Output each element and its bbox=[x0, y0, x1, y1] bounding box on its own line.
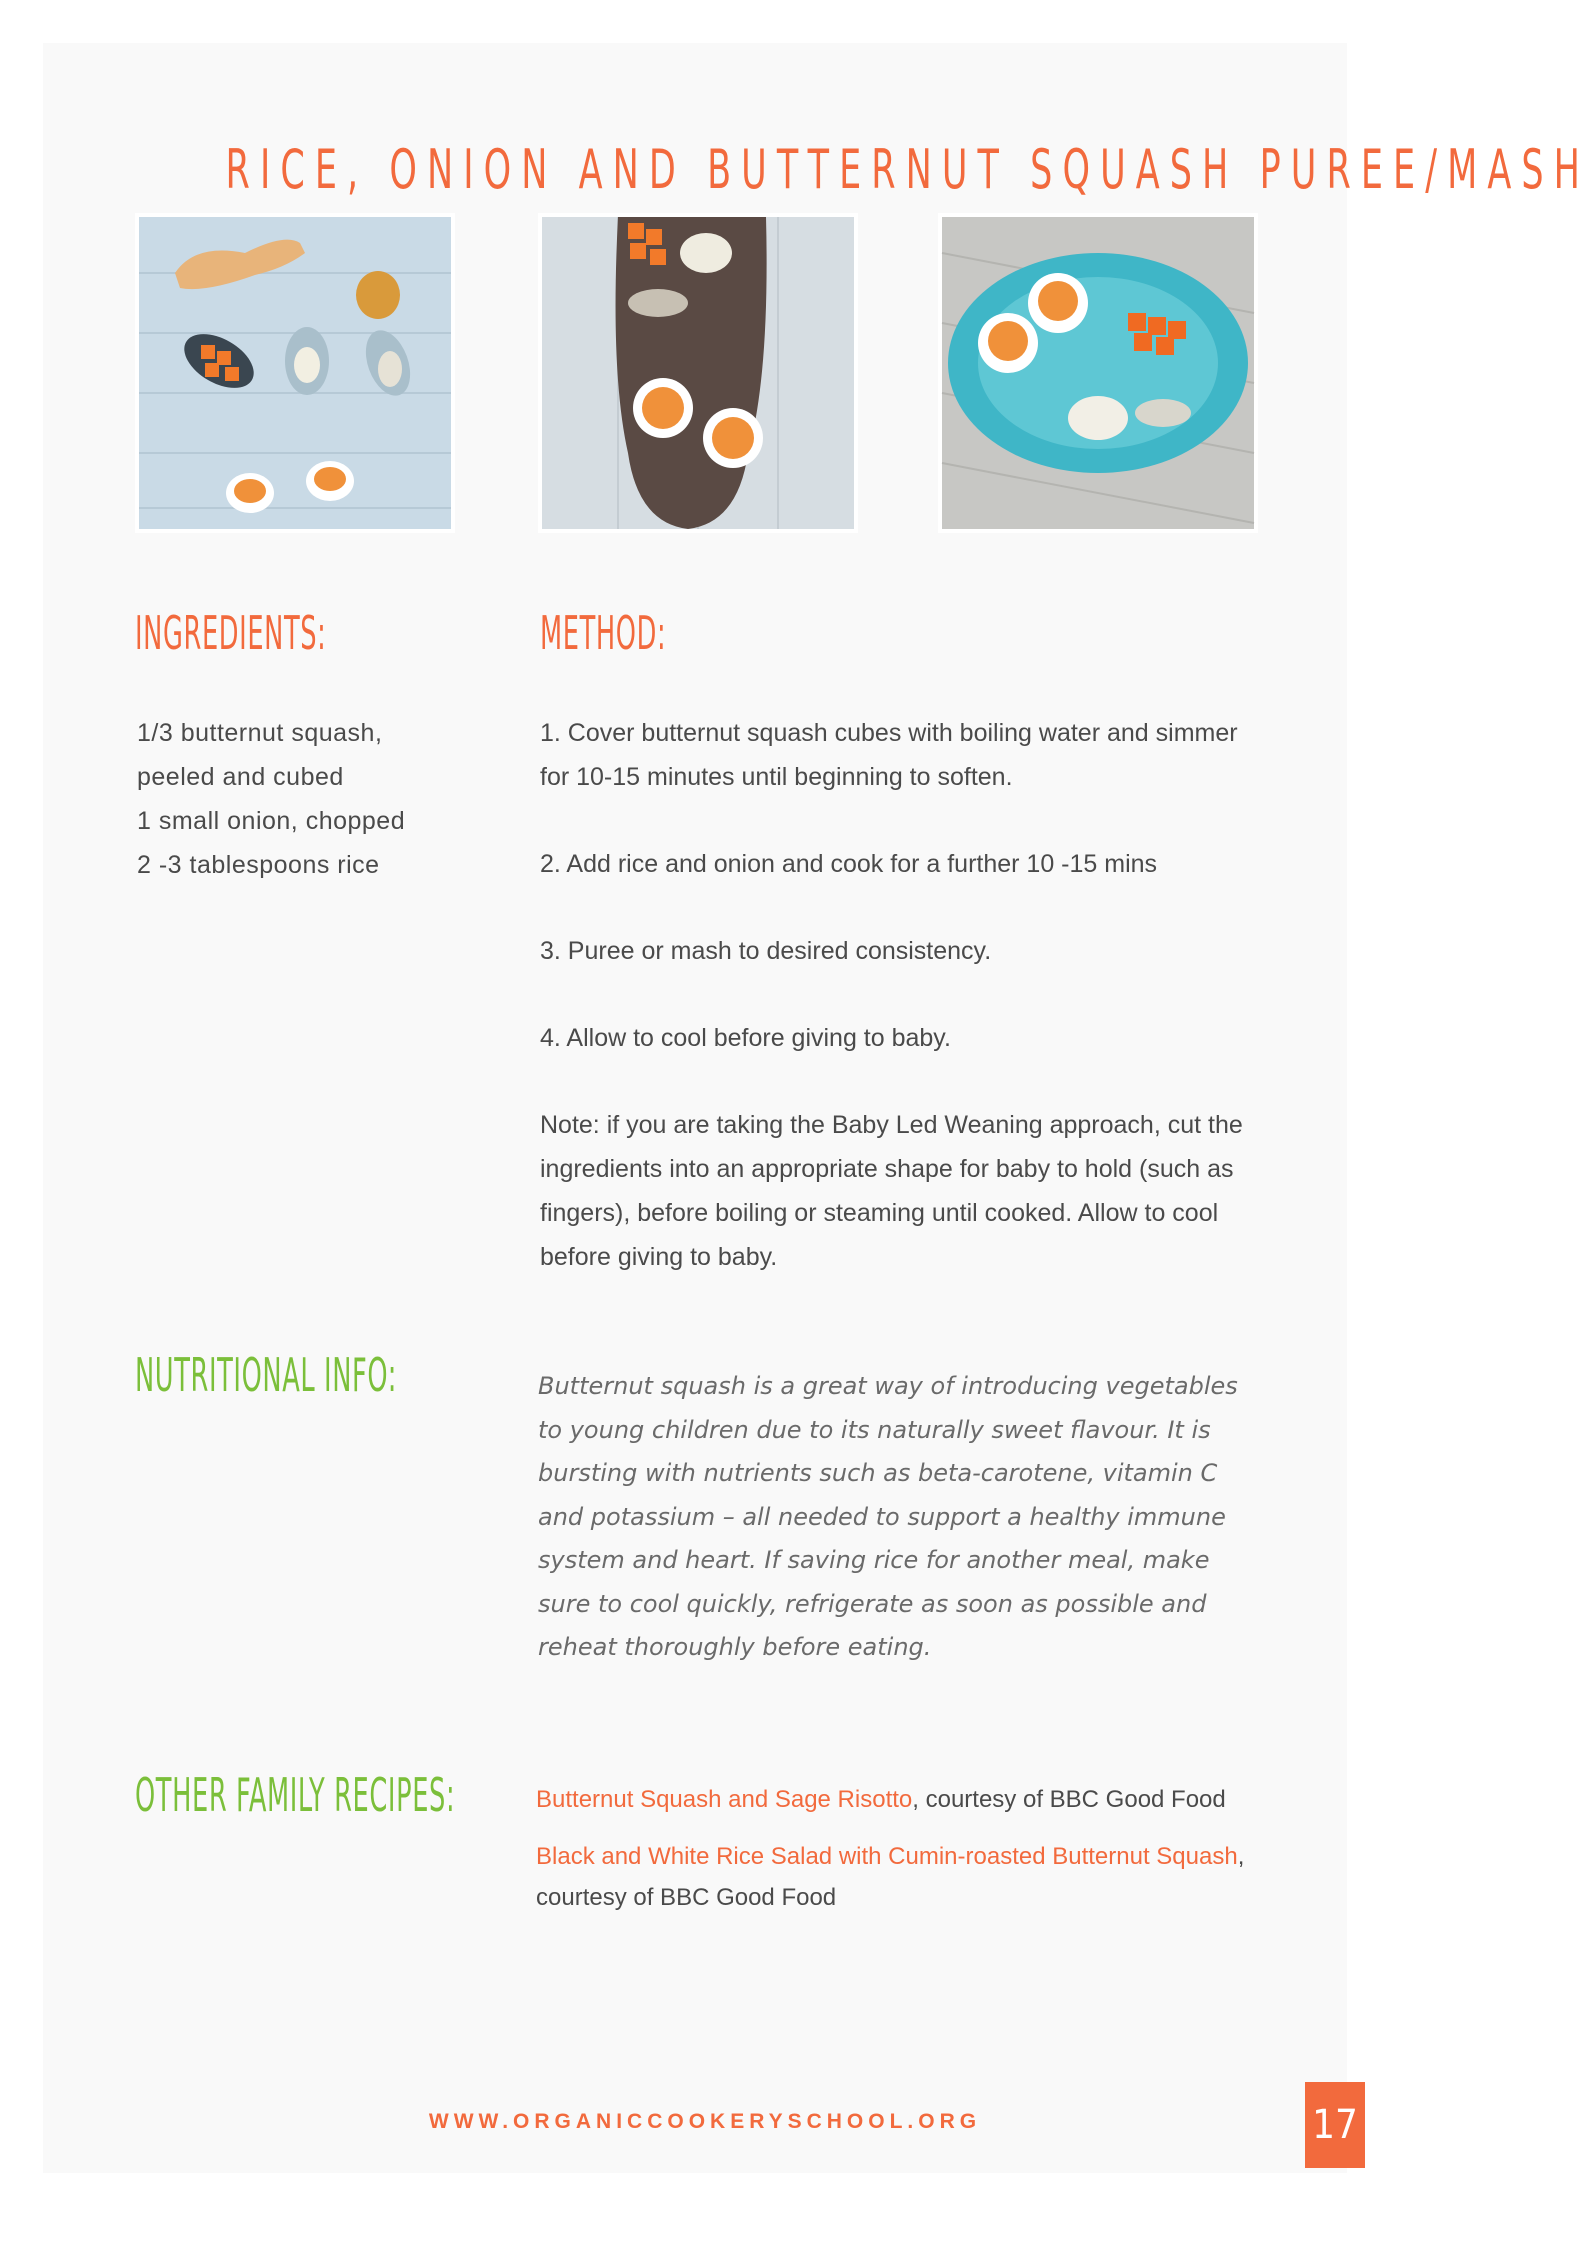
method-step: 1. Cover butternut squash cubes with boiling water and simmer for 10-15 minutes until beginning to soften. bbox=[540, 719, 1238, 791]
nutrition-heading: NUTRITIONAL INFO: bbox=[135, 1348, 398, 1402]
ingredient-line: peeled and cubed bbox=[137, 763, 344, 791]
method-step: 4. Allow to cool before giving to baby. bbox=[540, 1024, 951, 1052]
other-recipes-heading: OTHER FAMILY RECIPES: bbox=[135, 1768, 456, 1822]
other-recipes-list bbox=[536, 1779, 1266, 1934]
page-title: RICE, ONION AND BUTTERNUT SQUASH PUREE/MASH bbox=[225, 138, 1590, 201]
recipe-page bbox=[43, 43, 1590, 2173]
footer-website[interactable]: WWW.ORGANICCOOKERYSCHOOL.ORG bbox=[428, 2110, 982, 2133]
ingredient-line: 1 small onion, chopped bbox=[137, 807, 406, 835]
method-note: Note: if you are taking the Baby Led Weaning approach, cut the ingredients into an appropriate shape for baby to hold (such as fingers), before boiling or steaming until cooked. Allow to cool before giving to baby. bbox=[540, 1111, 1243, 1271]
recipe-credit: , courtesy of BBC Good Food bbox=[912, 1786, 1226, 1813]
method-step: 3. Puree or mash to desired consistency. bbox=[540, 937, 992, 965]
ingredient-line: 2 -3 tablespoons rice bbox=[137, 851, 380, 879]
recipe-credit: , courtesy of BBC Good Food bbox=[536, 1843, 1245, 1911]
ingredient-line: 1/3 butternut squash, bbox=[137, 719, 383, 747]
method-step: 2. Add rice and onion and cook for a further 10 -15 mins bbox=[540, 850, 1158, 878]
recipe-entry bbox=[536, 1836, 1266, 1918]
nutrition-text: Butternut squash is a great way of introducing vegetables to young children due to its naturally sweet flavour. It is bursting with nutrients such as beta-carotene, vitamin C and potassium – all needed to support a healthy immune system and heart. If saving rice for another meal, make sure to cool quickly, refrigerate as soon as possible and reheat thoroughly before eating. bbox=[538, 1372, 1238, 1661]
method-heading: METHOD: bbox=[540, 606, 667, 660]
ingredients-photo bbox=[135, 213, 455, 533]
recipe-link[interactable]: Butternut Squash and Sage Risotto bbox=[536, 1786, 913, 1813]
ingredients-list bbox=[137, 711, 497, 887]
plate-photo bbox=[938, 213, 1258, 533]
board-photo bbox=[538, 213, 858, 533]
ingredients-heading: INGREDIENTS: bbox=[135, 606, 327, 660]
page-number: 17 bbox=[1305, 2082, 1365, 2168]
recipe-link[interactable]: Black and White Rice Salad with Cumin-roasted Butternut Squash bbox=[536, 1843, 1238, 1870]
recipe-entry bbox=[536, 1779, 1266, 1820]
method-steps bbox=[540, 711, 1260, 1322]
